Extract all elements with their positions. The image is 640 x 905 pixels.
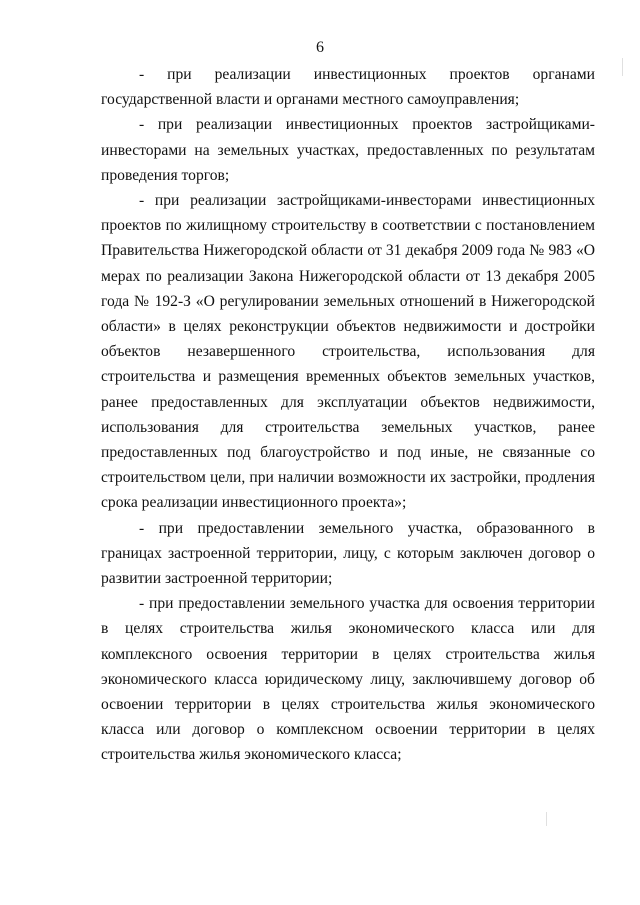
document-body (101, 62, 595, 768)
scan-margin-mark (546, 812, 547, 826)
paragraph-economy-housing: - при предоставлении земельного участка для освоения территории в целях строительства жилья экономического класса или для комплексного освоения территории в целях строительства жилья экономического класса юридическому лицу, заключившему договор об освоении территории в целях строительства жилья экономического класса или договор о комплексном освоении территории в целях строительства жилья экономического класса; (101, 595, 595, 764)
paragraph-auction-land: - при реализации инвестиционных проектов застройщиками-инвесторами на земельных участках, предоставленных по результатам проведения торгов; (101, 116, 595, 184)
paragraph-housing-projects: - при реализации застройщиками-инвесторами инвестиционных проектов по жилищному строительству в соответствии с постановлением Правительства Нижегородской области от 31 декабря 2009 года № 983 «О мерах по реализации Закона Нижегородской области от 13 декабря 2005 года № 192-З «О регулировании земельных отношений в Нижегородской области» в целях реконструкции объектов недвижимости и достройки объектов незавершенного строительства, использования для строительства и размещения временных объектов земельных участков, ранее предоставленных для эксплуатации объектов недвижимости, использования для строительства земельных участков, ранее предоставленных под благоустройство и под иные, не связанные со строительством цели, при наличии возможности их застройки, продления срока реализации инвестиционного проекта»; (101, 192, 595, 512)
scan-margin-mark (622, 58, 623, 76)
paragraph-built-up-territory: - при предоставлении земельного участка, образованного в границах застроенной территории, лицу, с которым заключен договор о развитии застроенной территории; (101, 519, 595, 588)
paragraph-state-authorities: - при реализации инвестиционных проектов органами государственной власти и органами местного самоуправления; (101, 66, 595, 109)
page-number: 6 (316, 39, 324, 56)
